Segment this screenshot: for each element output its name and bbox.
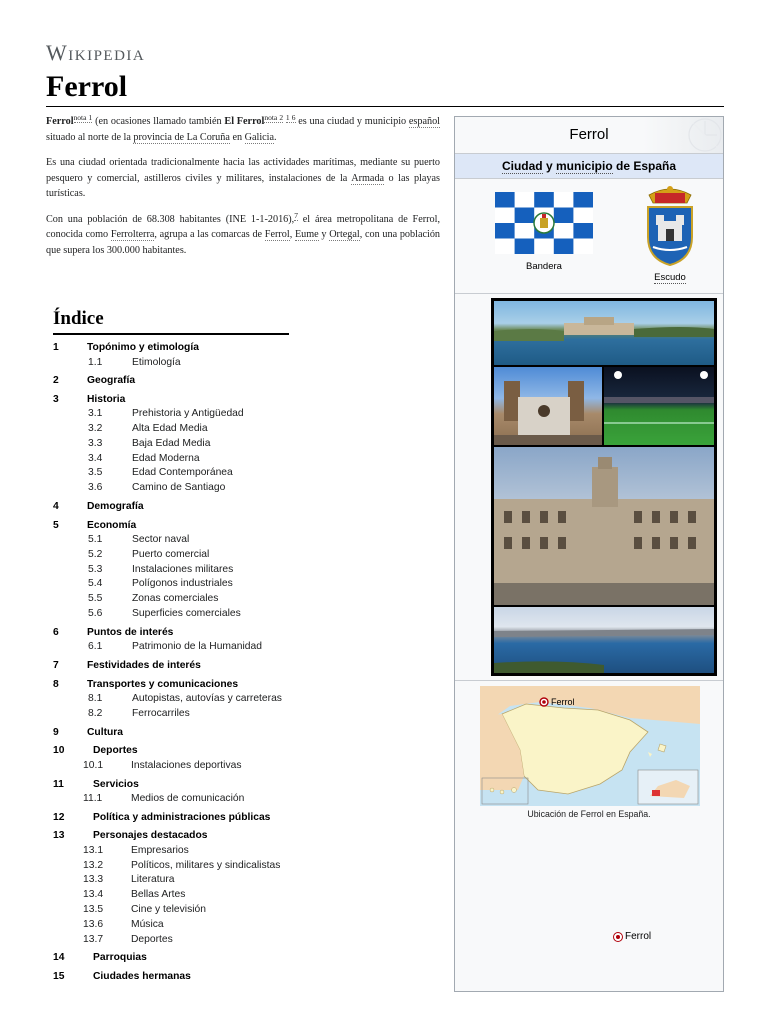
toc-subsection-6.1[interactable] <box>53 640 353 655</box>
text: Con una población de 68.308 habitantes (INE 1-1-2016), <box>46 213 295 225</box>
wikipedia-wordmark[interactable]: Wikipedia <box>46 40 146 65</box>
toc-spacer <box>53 984 353 988</box>
link-espanol[interactable]: español <box>408 116 441 127</box>
ferrol-flag-image[interactable] <box>495 192 593 254</box>
toc-subsection-label[interactable]: Música <box>131 918 164 930</box>
toc-subsection-number: 5.2 <box>88 548 103 560</box>
toc-section-label[interactable]: Historia <box>87 393 126 405</box>
infobox <box>454 116 724 992</box>
infobox-symbols <box>455 179 723 294</box>
text: o las playas turísticas. <box>46 172 440 199</box>
toc-subsection-label[interactable]: Polígonos industriales <box>132 578 233 590</box>
text: Es una ciudad orientada tradicionalmente hacia las actividades marítimas, mediante su puerto pesquero y comercial, astilleros civiles y militares, instalaciones de la <box>46 157 440 184</box>
infobox-divider <box>455 680 723 681</box>
toc-section-2[interactable] <box>53 374 353 389</box>
link-provincia[interactable]: provincia de La Coruña <box>133 131 230 143</box>
toc-subsection-label[interactable]: Instalaciones militares <box>132 563 234 575</box>
map-marker-text: Ferrol <box>625 931 652 942</box>
toc-section-number: 3 <box>53 393 59 405</box>
toc-section-number: 5 <box>53 519 59 531</box>
city-montage[interactable] <box>491 298 717 676</box>
toc-subsection-label[interactable]: Edad Moderna <box>132 452 200 464</box>
map-marker-label: Ferrol <box>551 697 575 707</box>
toc-subsection-5.3[interactable] <box>53 563 353 578</box>
ref-7-link[interactable]: 7 <box>294 210 298 220</box>
toc-section-10[interactable] <box>53 744 353 759</box>
toc-subsection-13.5[interactable] <box>53 903 353 918</box>
toc-subsection-5.5[interactable] <box>53 592 353 607</box>
toc-section-6[interactable] <box>53 626 353 641</box>
toc-subsection-10.1[interactable] <box>53 759 353 774</box>
map-marker[interactable] <box>613 931 651 942</box>
link-eume[interactable]: Eume <box>294 229 319 240</box>
map-caption: Ubicación de Ferrol en España. <box>527 809 651 819</box>
link-ortegal[interactable]: Ortegal <box>329 229 360 240</box>
toc-section-label[interactable]: Topónimo y etimología <box>87 342 199 353</box>
toc-section-13[interactable] <box>53 829 353 844</box>
text: . <box>274 131 277 143</box>
toc-subsection-13.3[interactable] <box>53 873 353 888</box>
text: el área metropolitana de Ferrol, conocida como <box>46 213 441 240</box>
shield-caption-link[interactable]: Escudo <box>654 272 686 283</box>
toc-subsection-label[interactable]: Ferrocarriles <box>132 707 190 719</box>
toc-section-number: 2 <box>53 375 59 387</box>
toc-section-5[interactable] <box>53 519 353 534</box>
toc-section-number: 14 <box>53 952 65 964</box>
toc-section-3[interactable] <box>53 393 353 408</box>
toc-section-label[interactable]: Personajes destacados <box>93 830 208 842</box>
toc-subsection-8.2[interactable] <box>53 707 353 722</box>
note-2-link[interactable]: nota 2 <box>264 113 284 122</box>
link-ferrolterra[interactable]: Ferrolterra <box>110 229 155 240</box>
toc-section-number: 8 <box>53 678 59 690</box>
toc-subsection-5.2[interactable] <box>53 548 353 563</box>
toc-section-4[interactable] <box>53 500 353 515</box>
toc-subsection-number: 11.1 <box>83 793 103 805</box>
link-municipio[interactable]: municipio <box>555 159 613 173</box>
toc-subsection-label[interactable]: Deportes <box>131 933 173 945</box>
paragraph-population <box>46 212 440 259</box>
toc-section-label[interactable]: Parroquias <box>93 952 147 964</box>
toc-section-11[interactable] <box>53 778 353 793</box>
link-ferrol[interactable]: Ferrol <box>264 229 290 240</box>
bay-panorama-photo[interactable] <box>494 607 714 673</box>
toc-section-15[interactable] <box>53 970 353 985</box>
toc-subsection-number: 13.4 <box>83 889 104 901</box>
toc-subsection-number: 13.6 <box>83 918 104 930</box>
article-name: Ferrol <box>46 116 74 127</box>
stadium-photo[interactable] <box>604 367 714 445</box>
shield-caption <box>643 272 697 283</box>
toc-section-label[interactable]: Festividades de interés <box>87 660 201 672</box>
toc-section-8[interactable] <box>53 678 353 693</box>
toc-subsection-number: 6.1 <box>88 641 103 653</box>
toc-section-number: 4 <box>53 501 59 513</box>
text: y <box>318 229 330 240</box>
toc-subsection-5.1[interactable] <box>53 533 353 548</box>
toc-subsection-label[interactable]: Edad Contemporánea <box>132 467 233 479</box>
toc-subsection-number: 13.7 <box>83 933 104 945</box>
text: (en ocasiones llamado también <box>92 116 225 127</box>
toc-section-label[interactable]: Servicios <box>93 778 139 790</box>
toc-subsection-label[interactable]: Zonas comerciales <box>132 593 219 605</box>
toc-section-label[interactable]: Geografía <box>87 375 136 387</box>
title-divider <box>46 106 724 107</box>
text: de España <box>612 159 677 173</box>
toc-section-number: 1 <box>53 342 59 353</box>
toc-subsection-label[interactable]: Autopistas, autovías y carreteras <box>132 693 282 705</box>
toc-subsection-3.5[interactable] <box>53 466 353 481</box>
toc-subsection-11.1[interactable] <box>53 792 353 807</box>
toc-subsection-label[interactable]: Sector naval <box>132 534 190 546</box>
town-hall-photo[interactable] <box>494 447 714 605</box>
toc-subsection-number: 10.1 <box>83 759 104 771</box>
toc-subsection-number: 8.2 <box>88 707 103 719</box>
flag-caption: Bandera <box>526 261 562 272</box>
note-1-link[interactable]: nota 1 <box>73 113 93 122</box>
toc-subsection-number: 8.1 <box>88 693 103 705</box>
church-photo[interactable] <box>494 367 602 445</box>
toc-subsection-number: 5.5 <box>88 593 103 605</box>
toc-subsection-number: 5.1 <box>88 534 103 546</box>
toc-subsection-number: 5.6 <box>88 608 103 620</box>
text: , <box>289 229 295 240</box>
toc-subsection-number: 1.1 <box>88 356 103 368</box>
link-armada[interactable]: Armada <box>351 172 385 184</box>
toc-subsection-5.4[interactable] <box>53 577 353 592</box>
toc-section-number: 13 <box>53 830 65 842</box>
toc-subsection-label[interactable]: Políticos, militares y sindicalistas <box>131 859 281 871</box>
link-galicia[interactable]: Galicia <box>244 131 275 143</box>
alt-name: El Ferrol <box>224 116 265 127</box>
toc-subsection-label[interactable]: Bellas Artes <box>131 889 186 901</box>
toc-subsection-number: 3.3 <box>88 437 103 449</box>
toc-subsection-8.1[interactable] <box>53 692 353 707</box>
toc-section-number: 11 <box>53 778 64 790</box>
toc-subsection-label[interactable]: Baja Edad Media <box>132 437 211 449</box>
toc-subsection-label[interactable]: Camino de Santiago <box>132 482 226 494</box>
toc-section-9[interactable] <box>53 726 353 741</box>
toc-title: Índice <box>53 308 289 335</box>
toc-subsection-5.6[interactable] <box>53 607 353 622</box>
coat-of-arms-image[interactable] <box>643 185 697 267</box>
toc-subsection-number: 3.6 <box>88 482 103 494</box>
toc-list <box>53 341 353 988</box>
toc-subsection-label[interactable]: Literatura <box>131 874 175 886</box>
toc-subsection-number: 5.4 <box>88 578 103 590</box>
text: y <box>542 159 556 173</box>
toc-section-7[interactable] <box>53 659 353 674</box>
text: , agrupa a las comarcas de <box>154 229 265 240</box>
toc-section-label[interactable]: Ciudades hermanas <box>93 970 191 982</box>
toc-section-label[interactable]: Cultura <box>87 726 124 738</box>
toc-subsection-number: 3.5 <box>88 467 103 479</box>
infobox-title <box>455 117 723 153</box>
toc-subsection-number: 3.1 <box>88 408 103 420</box>
toc-subsection-3.3[interactable] <box>53 437 353 452</box>
toc-section-label[interactable]: Transportes y comunicaciones <box>87 678 239 690</box>
toc-section-label[interactable]: Economía <box>87 519 137 531</box>
castle-photo[interactable] <box>494 301 714 365</box>
toc-subsection-label[interactable]: Etimología <box>132 356 181 368</box>
toc-subsection-label[interactable]: Puerto comercial <box>132 548 210 560</box>
toc-subsection-13.2[interactable] <box>53 859 353 874</box>
infobox-title-text: Ferrol <box>569 126 609 143</box>
toc-subsection-label[interactable]: Instalaciones deportivas <box>131 759 242 771</box>
toc-section-label[interactable]: Deportes <box>93 745 138 757</box>
toc-section-12[interactable] <box>53 811 353 826</box>
toc-subsection-number: 13.2 <box>83 859 104 871</box>
text: en <box>229 131 245 143</box>
infobox-subtitle <box>455 153 723 179</box>
toc-section-label[interactable]: Puntos de interés <box>87 626 174 638</box>
text: situado al norte de la <box>46 131 134 143</box>
text: , con una población que supera los 300.000 habitantes. <box>46 229 441 256</box>
toc-subsection-number: 3.2 <box>88 423 103 435</box>
location-marker-icon <box>613 932 623 942</box>
toc-subsection-3.6[interactable] <box>53 481 353 496</box>
toc-subsection-label[interactable]: Patrimonio de la Humanidad <box>132 641 262 653</box>
toc-subsection-label[interactable]: Empresarios <box>131 844 189 856</box>
article-body <box>46 114 440 268</box>
toc-section-number: 6 <box>53 626 59 638</box>
toc-section-number: 15 <box>53 970 65 982</box>
toc-subsection-label[interactable]: Cine y televisión <box>131 904 206 916</box>
paragraph-economy <box>46 155 440 202</box>
text: es una ciudad y municipio <box>295 116 409 127</box>
spain-location-map[interactable] <box>480 686 700 806</box>
toc-section-label[interactable]: Política y administraciones públicas <box>93 811 271 823</box>
toc-subsection-number: 13.5 <box>83 904 104 916</box>
toc-subsection-label[interactable]: Prehistoria y Antigüedad <box>132 408 244 420</box>
link-ciudad[interactable]: Ciudad <box>501 159 543 173</box>
toc-subsection-13.1[interactable] <box>53 844 353 859</box>
table-of-contents <box>53 308 353 988</box>
toc-section-1[interactable] <box>53 341 353 356</box>
toc-subsection-number: 5.3 <box>88 563 103 575</box>
toc-subsection-3.2[interactable] <box>53 422 353 437</box>
toc-subsection-3.1[interactable] <box>53 407 353 422</box>
clock-decoration-icon <box>653 117 723 153</box>
toc-subsection-label[interactable]: Medios de comunicación <box>131 793 245 805</box>
toc-section-number: 10 <box>53 745 65 757</box>
toc-subsection-13.4[interactable] <box>53 888 353 903</box>
ref-links[interactable]: 1 6 <box>285 113 296 122</box>
toc-subsection-label[interactable]: Superficies comerciales <box>132 608 241 620</box>
toc-subsection-label[interactable]: Alta Edad Media <box>132 423 208 435</box>
toc-section-number: 12 <box>53 811 65 823</box>
toc-subsection-1.1[interactable] <box>53 356 353 371</box>
toc-subsection-number: 3.4 <box>88 452 103 464</box>
toc-subsection-3.4[interactable] <box>53 452 353 467</box>
toc-subsection-13.7[interactable] <box>53 933 353 948</box>
page-title: Ferrol <box>46 70 128 103</box>
toc-section-number: 9 <box>53 726 59 738</box>
toc-subsection-13.6[interactable] <box>53 918 353 933</box>
toc-section-label[interactable]: Demografía <box>87 501 144 513</box>
toc-section-14[interactable] <box>53 951 353 966</box>
toc-subsection-number: 13.1 <box>83 844 104 856</box>
toc-section-number: 7 <box>53 660 59 672</box>
paragraph-intro <box>46 114 440 145</box>
toc-subsection-number: 13.3 <box>83 874 104 886</box>
